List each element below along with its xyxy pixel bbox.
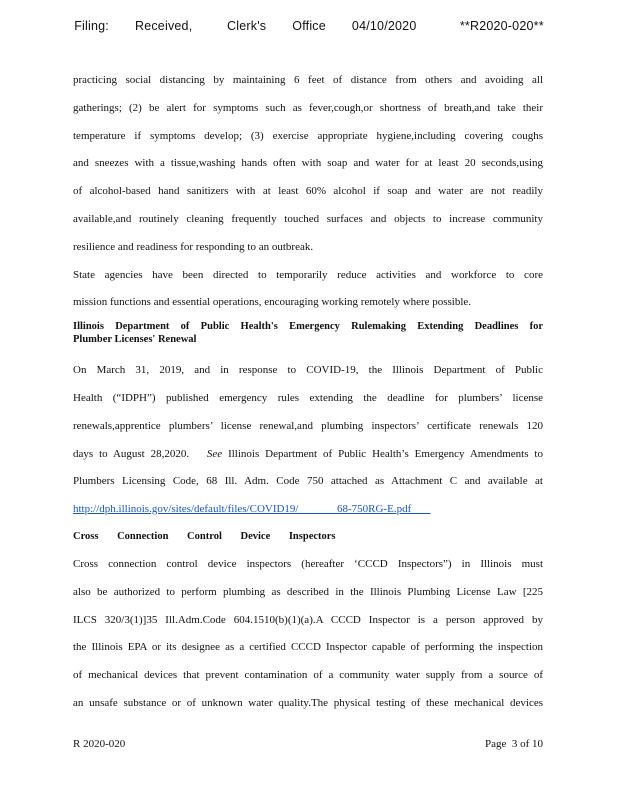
section-heading-cccd-inspectors: Cross Connection Control Device Inspectors bbox=[73, 530, 336, 542]
text-line: of alcohol-based hand sanitizers with at least 60% alcohol if soap and water are not readily bbox=[73, 185, 543, 198]
see-signal: See bbox=[206, 447, 223, 460]
text-line: an unsafe substance or of unknown water quality.The physical testing of these mechanical devices bbox=[73, 696, 543, 709]
text-segment: days to August 28,2020. bbox=[73, 447, 190, 460]
text-line: also be authorized to perform plumbing as described in the Illinois Plumbing License Law [225 bbox=[73, 585, 543, 598]
text-line: and sneezes with a tissue,washing hands often with soap and water for at least 20 seconds,using bbox=[73, 157, 543, 170]
section-heading-idph-rulemaking bbox=[73, 320, 543, 360]
text-line: Plumbers Licensing Code, 68 Ill. Adm. Code 750 attached as Attachment C and available at bbox=[73, 475, 543, 488]
text-line: Cross connection control device inspectors (hereafter ‘CCCD Inspectors”) in Illinois must bbox=[73, 557, 543, 570]
text-line: Health (“IDPH”) published emergency rules extending the deadline for plumbers’ license bbox=[73, 391, 543, 404]
link-line bbox=[73, 499, 543, 527]
text-line: gatherings; (2) be alert for symptoms such as fever,cough,or shortness of breath,and take their bbox=[73, 101, 543, 114]
text-line: State agencies have been directed to temporarily reduce activities and workforce to core bbox=[73, 268, 543, 281]
paragraph-public-health-guidance bbox=[73, 70, 543, 265]
paragraph-idph-emergency-rules bbox=[73, 360, 543, 527]
text-line: mission functions and essential operations, encouraging working remotely where possible. bbox=[73, 296, 472, 309]
paragraph-cccd-inspectors bbox=[73, 554, 543, 721]
text-line: On March 31, 2019, and in response to COVID-19, the Illinois Department of Public bbox=[73, 364, 543, 377]
text-line: available,and routinely cleaning frequently touched surfaces and objects to increase community bbox=[73, 212, 543, 225]
text-line: the Illinois EPA or its designee as a certified CCCD Inspector capable of performing the inspection bbox=[73, 641, 543, 654]
document-body bbox=[73, 70, 543, 721]
page-footer bbox=[73, 738, 543, 750]
text-line: renewals,apprentice plumbers’ license renewal,and plumbing inspectors’ certificate renewals 120 bbox=[73, 419, 543, 432]
heading-line: Illinois Department of Public Health's Emergency Rulemaking Extending Deadlines for bbox=[73, 321, 543, 333]
filing-stamp-header: Filing: Received, Clerk's Office 04/10/2020 **R2020-020** bbox=[74, 19, 544, 33]
text-line: practicing social distancing by maintaining 6 feet of distance from others and avoiding all bbox=[73, 74, 543, 86]
heading-line: Plumber Licenses' Renewal bbox=[73, 334, 197, 346]
text-line: of mechanical devices that prevent contamination of a community water supply from a source of bbox=[73, 669, 543, 682]
text-line: resilience and readiness for responding to an outbreak. bbox=[73, 240, 314, 253]
text-line-with-citation bbox=[73, 444, 543, 472]
attachment-url-link[interactable]: http://dph.illinois.gov/sites/default/files/COVID19/ 68-750RG-E.pdf bbox=[73, 503, 431, 516]
text-line: ILCS 320/3(1)]35 Ill.Adm.Code 604.1510(b)(1)(a).A CCCD Inspector is a person approved by bbox=[73, 613, 543, 626]
docket-number: R 2020-020 bbox=[73, 738, 126, 750]
page-number: Page 3 of 10 bbox=[484, 738, 543, 750]
text-segment: Illinois Department of Public Health’s Emergency Amendments to bbox=[222, 447, 543, 460]
paragraph-state-agencies bbox=[73, 265, 543, 321]
text-line: temperature if symptoms develop; (3) exercise appropriate hygiene,including covering coughs bbox=[73, 129, 543, 142]
